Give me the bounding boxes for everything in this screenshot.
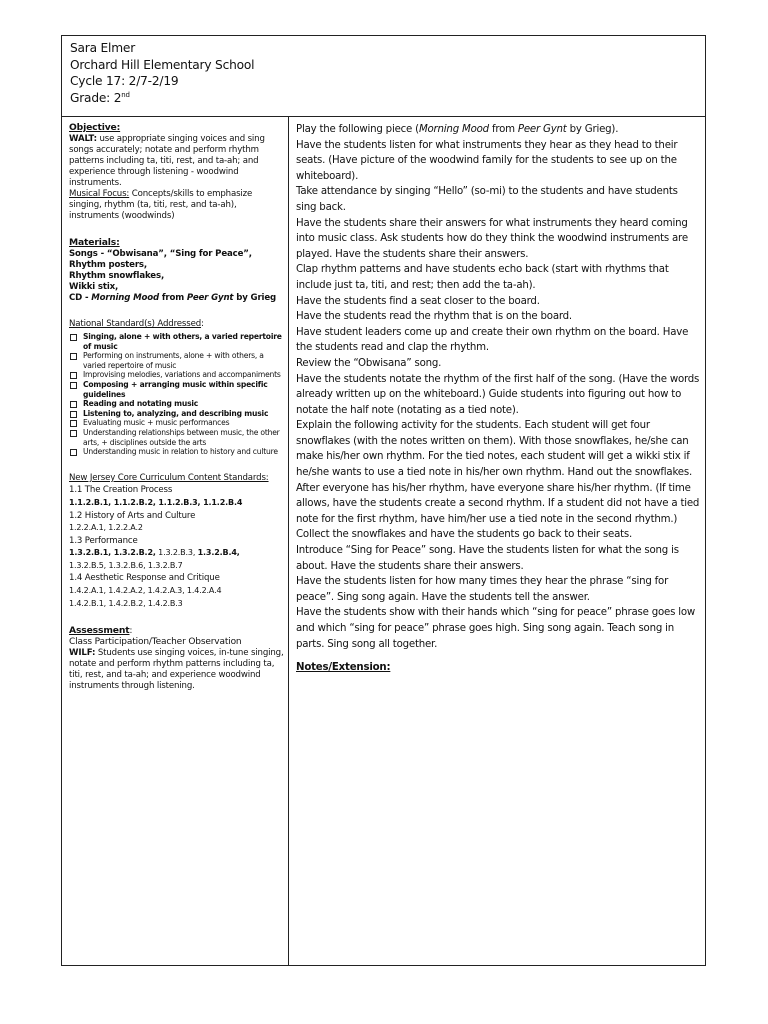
standard-checkbox-item: Evaluating music + music performances xyxy=(69,418,285,428)
materials-cd-from: from xyxy=(158,293,187,303)
cycle-dates: Cycle 17: 2/7-2/19 xyxy=(70,74,179,88)
procedure-step: Have the students find a seat closer to the board. xyxy=(296,295,540,307)
standard-checkbox-item: Understanding relationships between music, the other arts, + disciplines outside the arts xyxy=(69,428,285,447)
step-text: from xyxy=(488,124,518,135)
walt-label: WALT: xyxy=(69,134,97,144)
procedure-step: Clap rhythm patterns and have students echo back (start with rhythms that include just ta, titi, and rest; then add the ta-ah). xyxy=(296,264,669,291)
materials-heading: Materials: xyxy=(69,237,120,248)
standard-checkbox-item: Listening to, analyzing, and describing music xyxy=(69,409,285,419)
assessment-text: Class Participation/Teacher Observation xyxy=(69,637,242,648)
wilf-text: Students use singing voices, in-tune singing, notate and perform rhythm patterns including ta, titi, rest, and ta-ah; and experience woodwind instruments through listening. xyxy=(69,648,284,692)
piece-title: Morning Mood xyxy=(418,124,489,135)
standard-checkbox-item: Understanding music in relation to history and culture xyxy=(69,447,285,457)
std-creation-title: 1.1 The Creation Process xyxy=(69,485,173,496)
grade-text: Grade: 2 xyxy=(70,90,122,105)
std-performance-codes xyxy=(69,547,285,560)
procedure-step: Have the students read the rhythm that is on the board. xyxy=(296,311,572,323)
std-performance-title: 1.3 Performance xyxy=(69,535,138,546)
national-heading-text: National Standard(s) Addressed xyxy=(69,319,202,329)
procedure-step: Have the students share their answers for what instruments they heard coming into music class. Ask students how do they think the woodwind instruments are played. Have the students share their answers. xyxy=(296,217,688,260)
wilf-statement xyxy=(69,648,285,692)
column-divider xyxy=(288,117,289,966)
objective-heading: Objective: xyxy=(69,122,121,133)
materials-item: Rhythm posters, xyxy=(69,260,147,270)
materials-item: Songs - “Obwisana”, “Sing for Peace”, xyxy=(69,249,252,259)
std-creation-codes: 1.1.2.B.1, 1.1.2.B.2, 1.1.2.B.3, 1.1.2.B.4 xyxy=(69,497,243,507)
standard-checkbox-item: Singing, alone + with others, a varied repertoire of music xyxy=(69,332,285,351)
std-history-title: 1.2 History of Arts and Culture xyxy=(69,510,196,521)
std-aesthetic-codes: 1.4.2.A.1, 1.4.2.A.2, 1.4.2.A.3, 1.4.2.A.4 xyxy=(69,586,222,596)
procedure-step: Have student leaders come up and create their own rhythm on the board. Have the students read and clap the rhythm. xyxy=(296,326,689,354)
procedure-step: Introduce “Sing for Peace” song. Have the students listen for what the song is about. Have the students share their answers. xyxy=(296,545,679,572)
procedure-column xyxy=(296,122,700,676)
standard-checkbox-item: Performing on instruments, alone + with others, a varied repertoire of music xyxy=(69,351,285,370)
std-performance-codes-d: 1.3.2.B.5, 1.3.2.B.6, 1.3.2.B.7 xyxy=(69,560,183,570)
materials-cd-prefix: CD - xyxy=(69,293,92,303)
walt-text: use appropriate singing voices and sing songs accurately; notate and perform rhythm patterns including ta, titi, rest, and ta-ah; and experience through listening - woodwind instruments. xyxy=(69,134,265,188)
std-performance-codes-b: 1.3.2.B.3, xyxy=(155,548,198,558)
grade-suffix: nd xyxy=(121,90,130,99)
left-column xyxy=(69,122,285,692)
materials-item: Wikki stix, xyxy=(69,282,119,292)
notes-extension-heading: Notes/Extension: xyxy=(296,662,391,674)
national-standards-list xyxy=(69,332,285,457)
standard-checkbox-item: Composing + arranging music within specific guidelines xyxy=(69,380,285,399)
assessment-heading xyxy=(69,625,285,637)
procedure-step: Review the “Obwisana” song. xyxy=(296,357,442,369)
procedure-step xyxy=(296,122,700,138)
step-text: by Grieg). xyxy=(566,124,619,135)
focus-label: Musical Focus: xyxy=(69,189,130,199)
materials-item xyxy=(69,293,285,304)
standard-checkbox-item: Improvising melodies, variations and accompaniments xyxy=(69,370,285,380)
std-aesthetic-title: 1.4 Aesthetic Response and Critique xyxy=(69,573,220,584)
grade-line xyxy=(70,90,706,107)
assessment-heading-text: Assessment xyxy=(69,625,130,637)
national-standards-heading xyxy=(69,319,285,330)
materials-cd-composer: by Grieg xyxy=(233,293,277,303)
procedure-step: Have the students show with their hands which “sing for peace” phrase goes low and which “sing for peace” phrase goes high. Sing song again. Teach song in parts. Sing song all together. xyxy=(296,607,696,650)
std-aesthetic-codes: 1.4.2.B.1, 1.4.2.B.2, 1.4.2.B.3 xyxy=(69,598,183,608)
procedure-step: Have the students listen for how many times they hear the phrase “sing for peace”. Sing song again. Have the students tell the answer. xyxy=(296,576,669,603)
njcc-standards xyxy=(69,484,285,610)
materials-cd-title: Morning Mood xyxy=(91,293,159,303)
procedure-step: Collect the snowflakes and have the students go back to their seats. xyxy=(296,529,633,541)
procedure-step: Explain the following activity for the students. Each student will get four snowflakes (with the notes written on them). With those snowflakes, he/she can make his/her own rhythm. For the tied notes, each student will get a wikki stix if he/she wants to use a tied note in his/her own rhythm. Hand out the snowflakes. xyxy=(296,420,692,479)
walt-statement xyxy=(69,134,285,189)
standard-checkbox-item: Reading and notating music xyxy=(69,399,285,409)
procedure-step: Take attendance by singing “Hello” (so-mi) to the students and have students sing back. xyxy=(296,186,678,213)
school-name: Orchard Hill Elementary School xyxy=(70,57,255,72)
assessment-heading-colon: : xyxy=(129,626,133,637)
national-heading-colon: : xyxy=(201,319,204,329)
std-performance-codes-a: 1.3.2.B.1, 1.3.2.B.2, xyxy=(69,548,156,558)
std-history-codes: 1.2.2.A.1, 1.2.2.A.2 xyxy=(69,523,143,533)
njcc-heading: New Jersey Core Curriculum Content Standards: xyxy=(69,472,269,483)
procedure-step: Have the students listen for what instruments they hear as they head to their seats. (Have picture of the woodwind family for the students to see up on the whiteboard). xyxy=(296,139,678,182)
step-text: Play the following piece ( xyxy=(296,124,419,135)
procedure-step: After everyone has his/her rhythm, have everyone share his/her rhythm. (If time allows, have the students create a second rhythm. If a student did not have a tied note for the first rhythm, have him/her use a tied note in the second rhythm.) xyxy=(296,482,700,525)
materials-item: Rhythm snowflakes, xyxy=(69,271,165,281)
musical-focus xyxy=(69,189,285,222)
wilf-label: WILF: xyxy=(69,648,96,659)
piece-work: Peer Gynt xyxy=(517,124,567,135)
std-performance-codes-c: 1.3.2.B.4, xyxy=(197,548,240,558)
focus-text: Concepts/skills to emphasize singing, rhythm (ta, titi, rest, and ta-ah), instruments (woodwinds) xyxy=(69,189,253,221)
teacher-name: Sara Elmer xyxy=(70,41,136,55)
header-block xyxy=(61,35,706,117)
materials-cd-work: Peer Gynt xyxy=(186,293,234,303)
procedure-step: Have the students notate the rhythm of the first half of the song. (Have the words already written up on the whiteboard.) Guide students into figuring out how to notate the half note (notating as a tied note). xyxy=(296,373,700,416)
